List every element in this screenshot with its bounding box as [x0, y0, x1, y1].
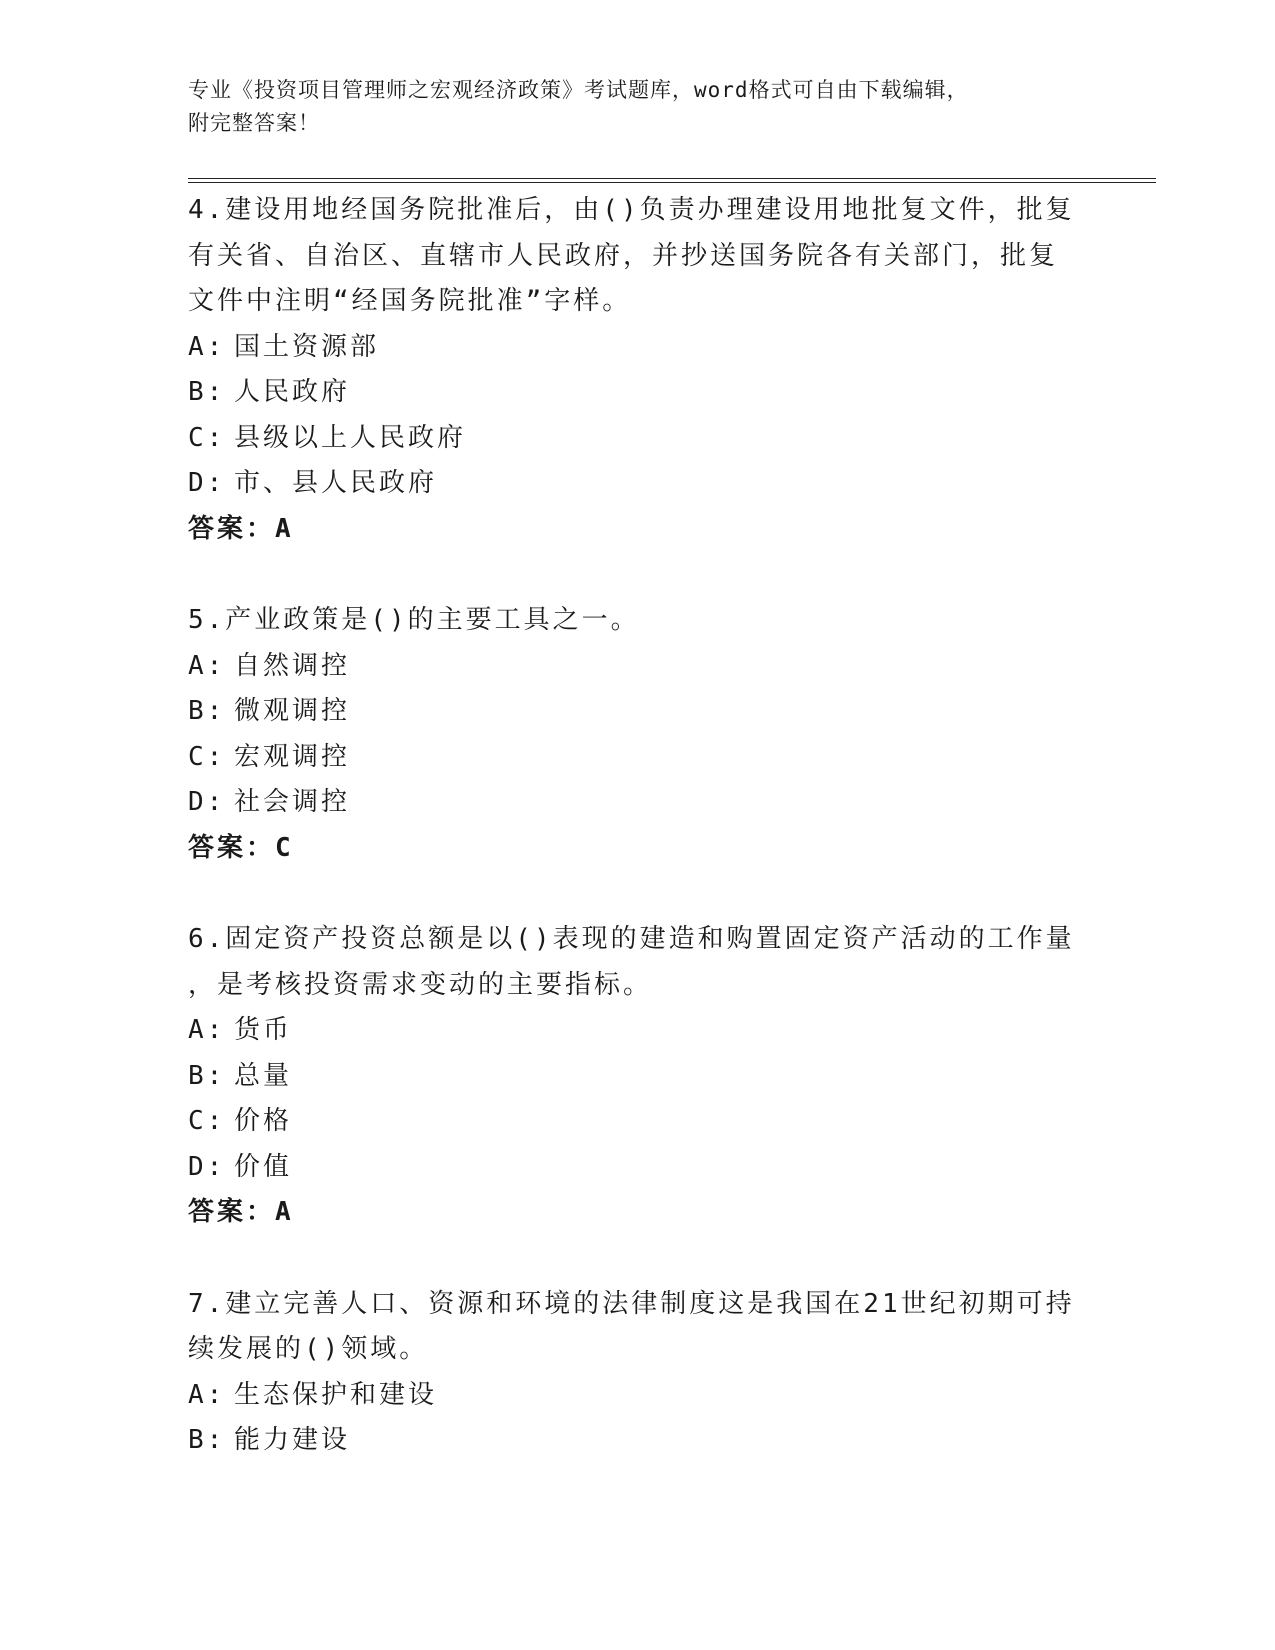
question-text-line: 5.产业政策是()的主要工具之一。 — [188, 605, 640, 635]
question-5 — [188, 598, 1088, 871]
option-key: B: — [188, 696, 226, 726]
header-line-1: 专业《投资项目管理师之宏观经济政策》考试题库，word格式可自由下载编辑， — [188, 78, 969, 102]
option-text: 能力建设 — [234, 1425, 351, 1455]
option-key: A: — [188, 1015, 226, 1045]
answer-line: 答案：A — [188, 513, 294, 544]
question-text-line: 文件中注明“经国务院批准”字样。 — [188, 286, 632, 316]
option-text: 市、县人民政府 — [234, 468, 438, 498]
option-a — [188, 325, 1088, 371]
question-text-line: 续发展的()领域。 — [188, 1334, 429, 1364]
option-b — [188, 1418, 1088, 1464]
option-a — [188, 1008, 1088, 1054]
question-text-line: 6.固定资产投资总额是以()表现的建造和购置固定资产活动的工作量 — [188, 924, 1075, 954]
option-a — [188, 644, 1088, 690]
option-text: 人民政府 — [234, 377, 351, 407]
option-key: B: — [188, 1060, 226, 1091]
option-key: A: — [188, 1379, 226, 1410]
option-text: 社会调控 — [234, 787, 351, 817]
option-a — [188, 1373, 1088, 1419]
option-key: B: — [188, 377, 226, 407]
question-7 — [188, 1282, 1088, 1464]
option-key: A: — [188, 650, 226, 681]
option-text: 价值 — [234, 1151, 293, 1182]
option-b — [188, 689, 1088, 735]
option-key: C: — [188, 1106, 226, 1136]
option-key: D: — [188, 1151, 226, 1182]
option-key: D: — [188, 787, 226, 817]
option-key: D: — [188, 468, 226, 498]
option-key: B: — [188, 1425, 226, 1455]
question-text-line: 4.建设用地经国务院批准后，由()负责办理建设用地批复文件，批复 — [188, 195, 1075, 225]
option-b — [188, 1054, 1088, 1100]
question-4 — [188, 188, 1088, 552]
option-b — [188, 370, 1088, 416]
option-text: 总量 — [234, 1060, 293, 1091]
header-divider — [188, 178, 1156, 183]
option-c — [188, 416, 1088, 462]
option-text: 货币 — [234, 1015, 293, 1045]
option-text: 自然调控 — [234, 650, 351, 681]
option-d — [188, 461, 1088, 507]
question-list — [188, 188, 1088, 1510]
option-text: 县级以上人民政府 — [234, 422, 467, 453]
option-c — [188, 735, 1088, 781]
option-text: 宏观调控 — [234, 741, 351, 772]
option-key: C: — [188, 422, 226, 453]
question-text-line: 有关省、自治区、直辖市人民政府，并抄送国务院各有关部门，批复 — [188, 240, 1059, 271]
option-text: 国土资源部 — [234, 331, 380, 362]
option-d — [188, 1145, 1088, 1191]
option-key: A: — [188, 331, 226, 362]
document-header — [188, 74, 1088, 140]
option-c — [188, 1099, 1088, 1145]
question-text-line: ，是考核投资需求变动的主要指标。 — [188, 969, 653, 1000]
option-text: 微观调控 — [234, 696, 351, 726]
question-6 — [188, 917, 1088, 1236]
option-text: 生态保护和建设 — [234, 1379, 438, 1410]
option-d — [188, 780, 1088, 826]
answer-line: 答案：C — [188, 832, 294, 863]
header-line-2: 附完整答案！ — [188, 111, 320, 135]
answer-line: 答案：A — [188, 1197, 294, 1227]
question-text-line: 7.建立完善人口、资源和环境的法律制度这是我国在21世纪初期可持 — [188, 1288, 1075, 1319]
option-text: 价格 — [234, 1106, 293, 1136]
option-key: C: — [188, 741, 226, 772]
